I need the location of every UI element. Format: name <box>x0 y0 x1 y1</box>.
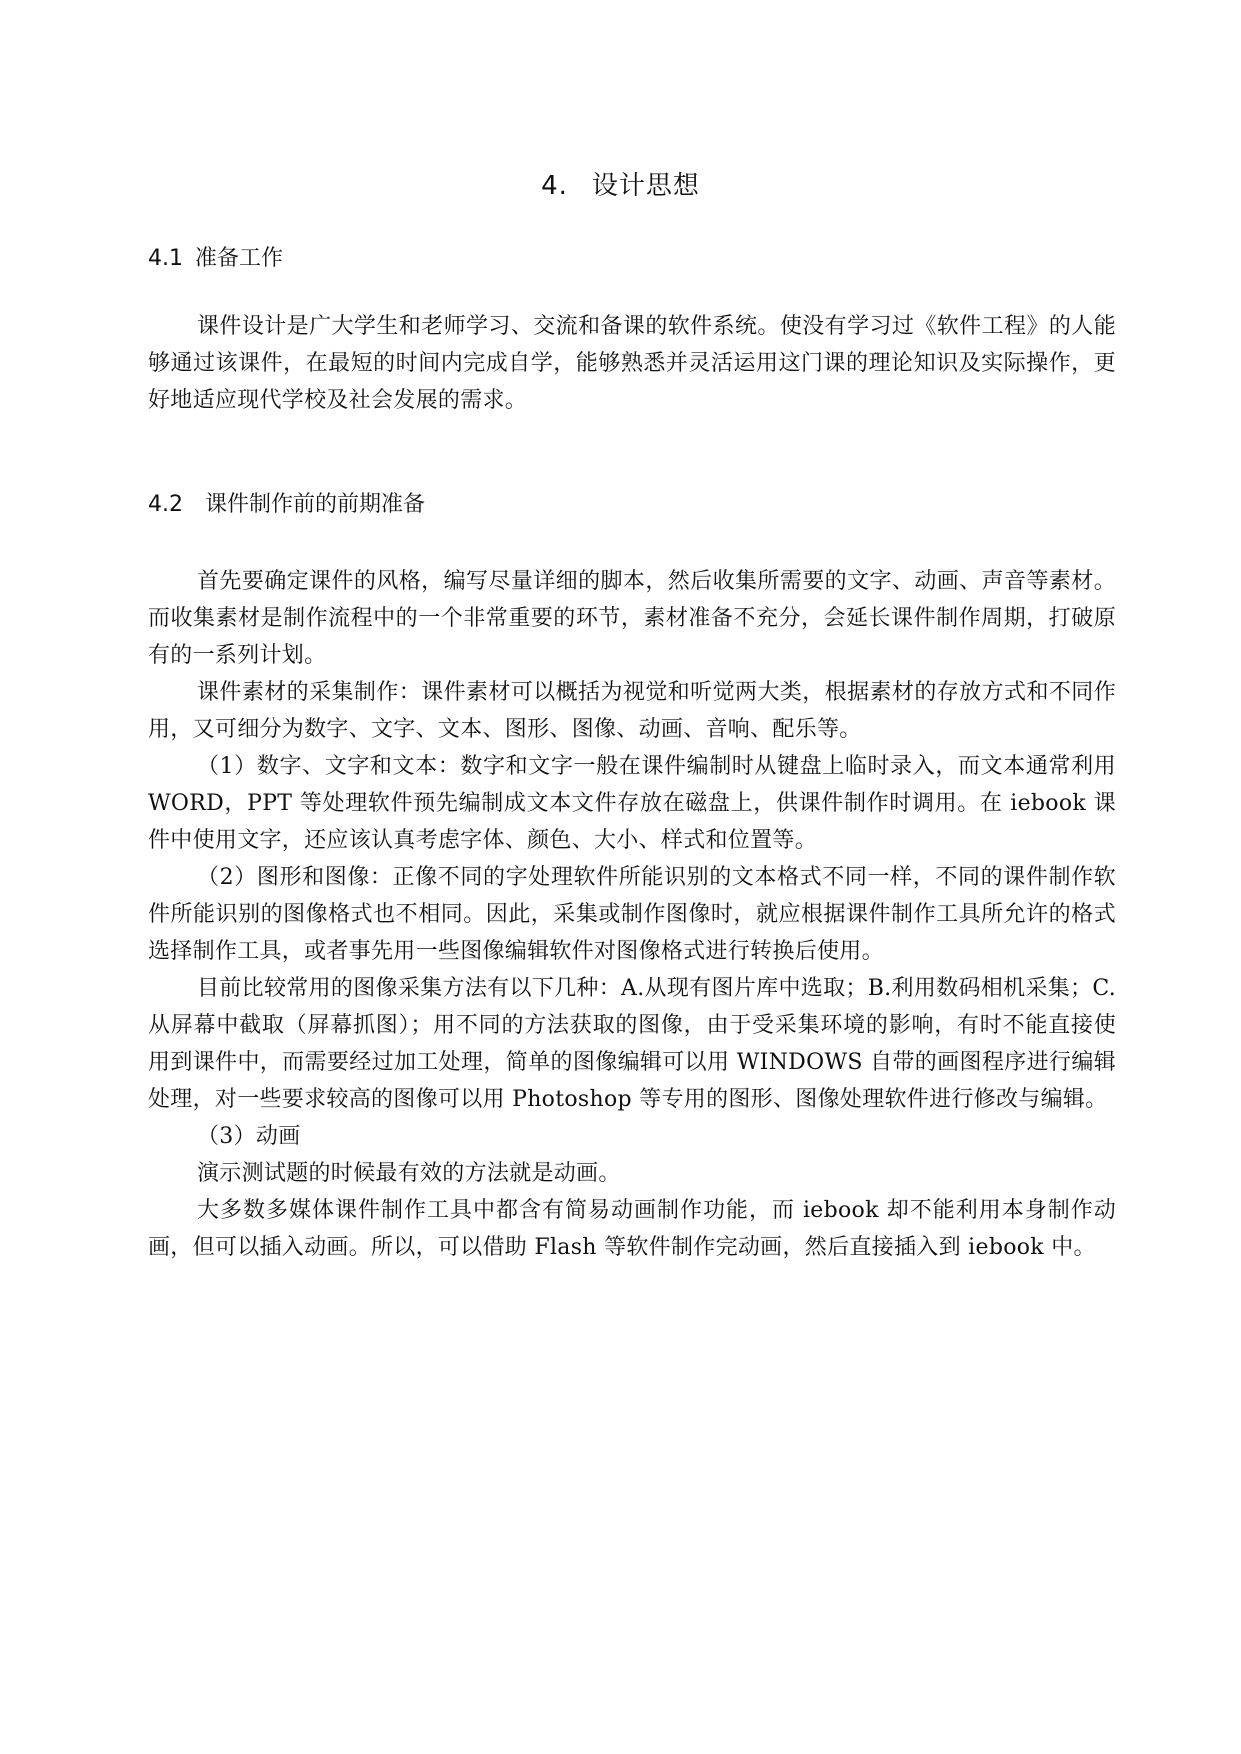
paragraph: 课件设计是广大学生和老师学习、交流和备课的软件系统。使没有学习过《软件工程》的人能够通过该课件，在最短的时间内完成自学，能够熟悉并灵活运用这门课的理论知识及实际操作，更好地适应现代学校及社会发展的需求。 <box>148 314 1116 413</box>
section-number: 4.1 <box>148 246 183 271</box>
paragraph: （3）动画 <box>197 1124 301 1149</box>
section-4-2-body <box>148 563 1116 1266</box>
paragraph: 课件素材的采集制作：课件素材可以概括为视觉和听觉两大类，根据素材的存放方式和不同作用，又可细分为数字、文字、文本、图形、图像、动画、音响、配乐等。 <box>148 680 1116 742</box>
paragraph: （2）图形和图像：正像不同的字处理软件所能识别的文本格式不同一样，不同的课件制作软件所能识别的图像格式也不相同。因此，采集或制作图像时，就应根据课件制作工具所允许的格式选择制作工具，或者事先用一些图像编辑软件对图像格式进行转换后使用。 <box>148 865 1116 964</box>
section-title: 准备工作 <box>195 246 284 271</box>
chapter-title <box>0 168 1241 204</box>
paragraph: 目前比较常用的图像采集方法有以下几种：A.从现有图片库中选取；B.利用数码相机采集；C.从屏幕中截取（屏幕抓图）；用不同的方法获取的图像，由于受采集环境的影响，有时不能直接使用到课件中，而需要经过加工处理，简单的图像编辑可以用 WINDOWS 自带的画图程序进行编辑处理，对一些要求较高的图像可以用 Photoshop 等专用的图形、图像处理软件进行修改与编辑。 <box>148 976 1116 1112</box>
section-heading-4-2 <box>148 490 425 520</box>
chapter-title-text: 设计思想 <box>591 171 700 201</box>
section-number: 4.2 <box>148 492 183 517</box>
section-4-1-body <box>148 308 1116 419</box>
chapter-number: 4. <box>541 171 568 201</box>
paragraph: （1）数字、文字和文本：数字和文字一般在课件编制时从键盘上临时录入，而文本通常利用 WORD，PPT 等处理软件预先编制成文本文件存放在磁盘上，供课件制作时调用。在 iebook 课件中使用文字，还应该认真考虑字体、颜色、大小、样式和位置等。 <box>148 754 1116 853</box>
paragraph: 首先要确定课件的风格，编写尽量详细的脚本，然后收集所需要的文字、动画、声音等素材。而收集素材是制作流程中的一个非常重要的环节，素材准备不充分，会延长课件制作周期，打破原有的一系列计划。 <box>148 569 1116 668</box>
section-title: 课件制作前的前期准备 <box>205 492 426 517</box>
paragraph: 演示测试题的时候最有效的方法就是动画。 <box>197 1161 621 1186</box>
paragraph: 大多数多媒体课件制作工具中都含有简易动画制作功能，而 iebook 却不能利用本身制作动画，但可以插入动画。所以，可以借助 Flash 等软件制作完动画，然后直接插入到 iebook 中。 <box>148 1198 1116 1260</box>
section-heading-4-1 <box>148 244 283 274</box>
